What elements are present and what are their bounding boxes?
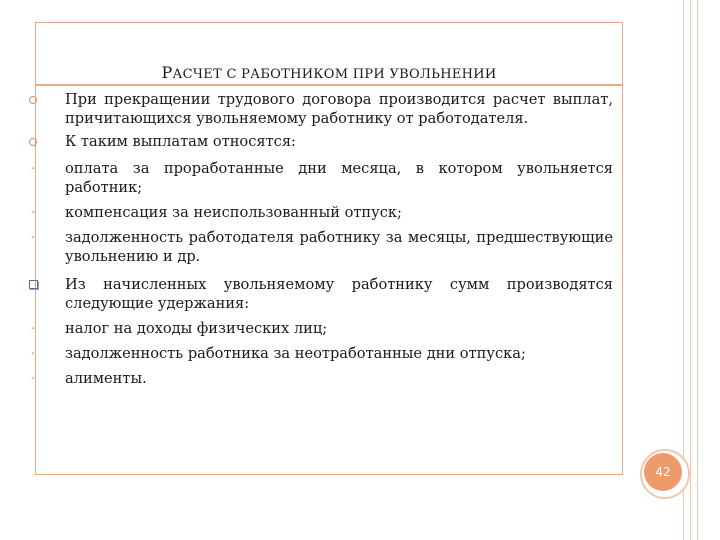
list-item — [31, 228, 613, 266]
title-rest: АСЧЕТ С РАБОТНИКОМ ПРИ УВОЛЬНЕНИИ — [172, 67, 497, 82]
list-item-text: задолженность работодателя работнику за месяцы, предшествующие увольнению и др. — [65, 229, 613, 265]
bullet-list — [31, 90, 613, 394]
list-item-text: задолженность работника за неотработанные дни отпуска; — [65, 345, 526, 362]
list-item-text: Из начисленных увольняемому работнику сумм производятся следующие удержания: — [65, 276, 613, 312]
list-item-text: К таким выплатам относятся: — [65, 133, 296, 150]
decorative-line — [690, 0, 691, 540]
list-item — [31, 159, 613, 197]
list-item — [65, 275, 613, 313]
slide-title — [36, 63, 622, 82]
title-first-letter: Р — [161, 63, 173, 82]
list-item — [31, 344, 613, 363]
decorative-line — [697, 0, 698, 540]
list-item — [65, 132, 613, 151]
dash-bullet-icon: - — [31, 207, 35, 218]
dash-bullet-icon: - — [31, 163, 35, 174]
list-item-text: оплата за проработанные дни месяца, в котором увольняется работник; — [65, 160, 613, 196]
title-area — [36, 23, 622, 86]
list-item — [31, 203, 613, 222]
list-item-text: алименты. — [65, 370, 147, 387]
list-item-text: налог на доходы физических лиц; — [65, 320, 328, 337]
square-bullet-icon — [23, 275, 43, 294]
dash-bullet-icon: - — [31, 348, 35, 359]
list-item — [31, 319, 613, 338]
circle-bullet-icon — [23, 90, 43, 109]
dash-bullet-icon: - — [31, 323, 35, 334]
dash-bullet-icon: - — [31, 373, 35, 384]
page-number: 42 — [644, 453, 682, 491]
circle-bullet-icon — [23, 132, 43, 151]
list-item-text: компенсация за неиспользованный отпуск; — [65, 204, 402, 221]
list-item — [65, 90, 613, 128]
dash-bullet-icon: - — [31, 232, 35, 243]
list-item-text: При прекращении трудового договора производится расчет выплат, причитающихся увольняемому работнику от работодателя. — [65, 91, 613, 127]
list-item — [31, 369, 613, 388]
